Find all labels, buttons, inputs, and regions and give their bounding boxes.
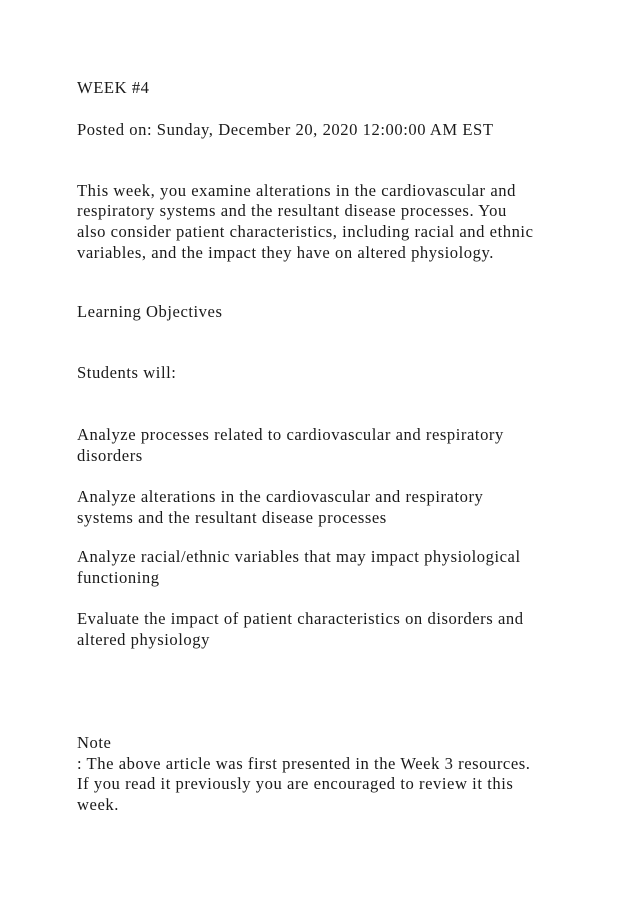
intro-line-3: also consider patient characteristics, including racial and ethnic bbox=[77, 222, 534, 241]
week-heading: WEEK #4 bbox=[77, 78, 150, 97]
objective-2-line-2: systems and the resultant disease processes bbox=[77, 508, 387, 527]
intro-line-1: This week, you examine alterations in the cardiovascular and bbox=[77, 181, 516, 200]
objective-2-line-1: Analyze alterations in the cardiovascular and respiratory bbox=[77, 487, 484, 506]
objective-3-line-2: functioning bbox=[77, 568, 160, 587]
objective-4-line-1: Evaluate the impact of patient characteristics on disorders and bbox=[77, 609, 524, 628]
objective-4-line-2: altered physiology bbox=[77, 630, 210, 649]
intro-line-4: variables, and the impact they have on altered physiology. bbox=[77, 243, 494, 262]
note-label: Note bbox=[77, 733, 112, 752]
note-line-1: : The above article was first presented in the Week 3 resources. bbox=[77, 754, 531, 773]
objective-3-line-1: Analyze racial/ethnic variables that may impact physiological bbox=[77, 547, 521, 566]
objective-1-line-1: Analyze processes related to cardiovascular and respiratory bbox=[77, 425, 504, 444]
objective-1-line-2: disorders bbox=[77, 446, 143, 465]
note-line-3: week. bbox=[77, 795, 119, 814]
note-line-2: If you read it previously you are encouraged to review it this bbox=[77, 774, 514, 793]
section-title: Learning Objectives bbox=[77, 302, 223, 321]
intro-line-2: respiratory systems and the resultant disease processes. You bbox=[77, 201, 507, 220]
posted-date: Posted on: Sunday, December 20, 2020 12:00:00 AM EST bbox=[77, 120, 494, 139]
students-will-label: Students will: bbox=[77, 363, 177, 382]
